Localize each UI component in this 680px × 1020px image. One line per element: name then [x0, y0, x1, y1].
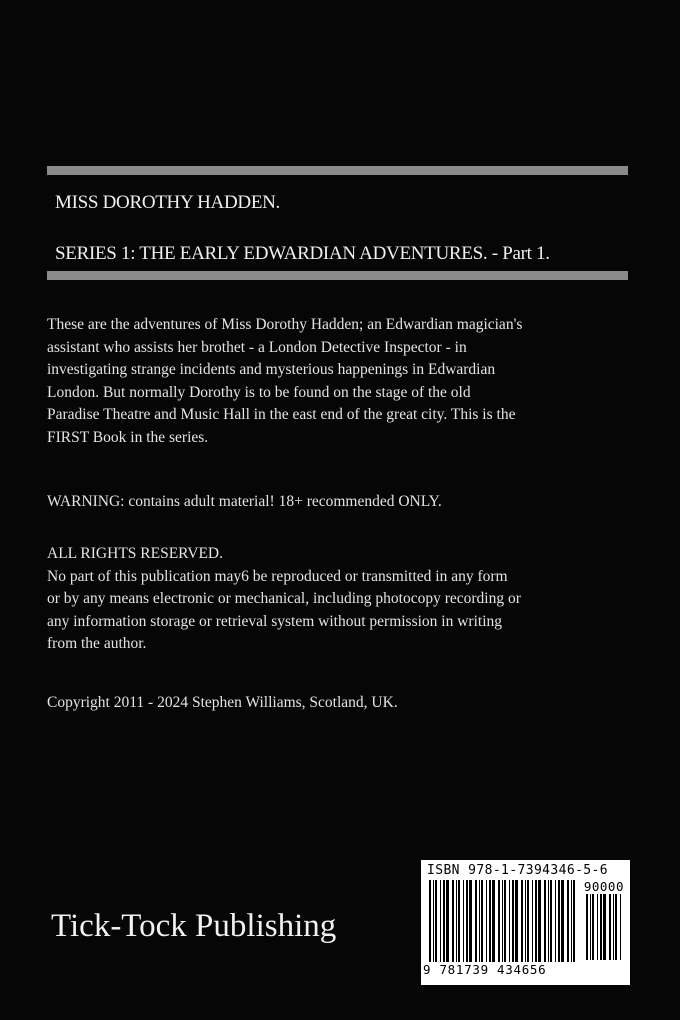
ean-digits: 9 781739 434656: [423, 962, 547, 977]
rights-line: any information storage or retrieval system without permission in writing: [47, 612, 503, 630]
description-line: These are the adventures of Miss Dorothy Hadden; an Edwardian magician's: [47, 316, 523, 333]
isbn-barcode: [421, 860, 630, 985]
barcode-addon-bars-icon: [584, 894, 626, 960]
warning-text: WARNING: contains adult material! 18+ recommended ONLY.: [47, 493, 442, 510]
rights-line: from the author.: [47, 635, 147, 653]
publisher-name: Tick-Tock Publishing: [51, 908, 337, 944]
rights-heading: ALL RIGHTS RESERVED.: [47, 545, 224, 562]
copyright-text: Copyright 2011 - 2024 Stephen Williams, Scotland, UK.: [47, 694, 398, 711]
description-line: Paradise Theatre and Music Hall in the east end of the great city. This is the: [47, 406, 516, 424]
series-title: SERIES 1: THE EARLY EDWARDIAN ADVENTURES. - Part 1.: [55, 243, 550, 264]
description-line: FIRST Book in the series.: [47, 428, 209, 446]
addon-digits: 90000: [583, 879, 624, 894]
description-line: investigating strange incidents and mysterious happenings in Edwardian: [47, 361, 496, 379]
isbn-label: ISBN 978-1-7394346-5-6: [427, 863, 608, 878]
description: [47, 314, 637, 450]
description-line: assistant who assists her brothet - a London Detective Inspector - in: [47, 338, 467, 356]
rights-line: No part of this publication may6 be reproduced or transmitted in any form: [47, 567, 508, 585]
rights-line: or by any means electronic or mechanical, including photocopy recording or: [47, 590, 521, 608]
content-warning: [47, 491, 637, 514]
top-divider: [47, 166, 628, 175]
book-title: MISS DOROTHY HADDEN.: [55, 192, 280, 213]
copyright-notice: [47, 692, 637, 715]
description-line: London. But normally Dorothy is to be found on the stage of the old: [47, 383, 471, 401]
rights-notice: [47, 543, 637, 656]
barcode-bars-icon: [427, 880, 579, 962]
bottom-divider: [47, 271, 628, 280]
